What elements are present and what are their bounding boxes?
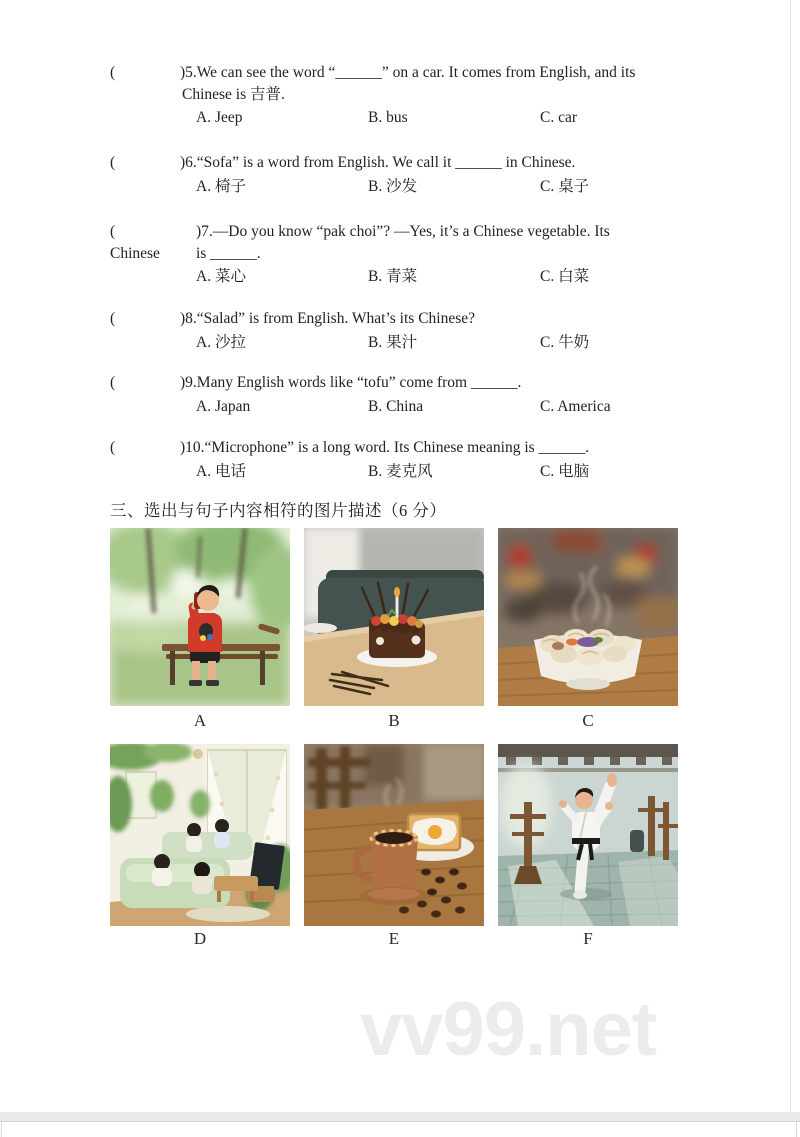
- picture-row-2: [110, 744, 678, 926]
- page-right-edge: [790, 0, 791, 1112]
- question-7: [0, 221, 760, 288]
- picture-c: [498, 528, 678, 706]
- answer-bracket: (: [110, 439, 116, 456]
- picture-labels-row-2: [110, 929, 678, 949]
- question-8-options: [0, 332, 760, 354]
- section-3-heading: 三、选出与句子内容相符的图片描述（6 分）: [110, 501, 447, 520]
- option-c: C. 白菜: [540, 268, 590, 285]
- next-page-right-edge: [796, 1122, 797, 1137]
- question-6-line-1: [0, 152, 760, 174]
- option-b: B. 青菜: [368, 268, 418, 285]
- photo-boy-park: [110, 528, 290, 706]
- watermark: vv99.net: [360, 987, 657, 1072]
- option-c: C. car: [540, 109, 578, 126]
- question-5-line-1: [0, 62, 760, 84]
- next-page-left-edge: [1, 1122, 2, 1137]
- question-7-options: [0, 266, 760, 288]
- option-a: A. Japan: [196, 397, 251, 415]
- option-c: C. 桌子: [540, 177, 590, 195]
- picture-label-d: D: [193, 929, 207, 948]
- question-7-text-right: is ______.: [196, 244, 261, 262]
- answer-bracket: (: [110, 310, 116, 327]
- picture-f: [498, 744, 678, 926]
- picture-row-1: [110, 528, 678, 706]
- picture-e: [304, 744, 484, 926]
- option-c: C. America: [540, 397, 611, 415]
- question-7-text: )7.—Do you know “pak choi”? —Yes, it’s a Chinese vegetable. Its: [196, 223, 610, 240]
- option-b: B. bus: [368, 109, 408, 126]
- option-a: A. 电话: [196, 462, 246, 480]
- option-a: A. 菜心: [196, 268, 246, 285]
- picture-b: [304, 528, 484, 706]
- option-a: A. 椅子: [196, 177, 246, 195]
- option-a: A. 沙拉: [196, 333, 246, 351]
- question-7-line-2: [0, 243, 760, 265]
- question-5-options: [0, 107, 760, 129]
- picture-a: [110, 528, 290, 706]
- question-8-line-1: [0, 308, 760, 330]
- question-9-line-1: [0, 372, 760, 394]
- question-10-text: )10.“Microphone” is a long word. Its Chinese meaning is ______.: [180, 439, 589, 456]
- option-b: B. 麦克风: [368, 462, 433, 480]
- photo-coffee-toast: [304, 744, 484, 926]
- picture-label-e: E: [388, 929, 400, 948]
- answer-bracket: (: [110, 374, 116, 391]
- picture-label-b: B: [388, 711, 400, 730]
- picture-label-f: F: [583, 929, 593, 948]
- picture-label-c: C: [582, 711, 594, 730]
- question-6: [0, 152, 760, 197]
- option-b: B. 沙发: [368, 177, 418, 195]
- question-8: [0, 308, 760, 353]
- page-break-bar: [0, 1112, 800, 1122]
- question-9-text: )9.Many English words like “tofu” come from ______.: [180, 374, 522, 391]
- answer-bracket: (: [110, 223, 116, 240]
- question-9-options: [0, 396, 760, 418]
- photo-dumpling-bowl: [498, 528, 678, 706]
- option-a: A. Jeep: [196, 109, 243, 126]
- question-6-options: [0, 176, 760, 198]
- option-b: B. 果汁: [368, 333, 418, 351]
- question-6-text: )6.“Sofa” is a word from English. We call it ______ in Chinese.: [180, 154, 576, 171]
- photo-family-living-room: [110, 744, 290, 926]
- question-5-text: )5.We can see the word “______” on a car. It comes from English, and its: [180, 64, 636, 81]
- question-10-line-1: [0, 437, 760, 459]
- picture-label-a: A: [193, 711, 207, 730]
- option-b: B. China: [368, 397, 424, 415]
- answer-bracket: (: [110, 154, 116, 171]
- question-5-line-2: Chinese is 吉普.: [182, 85, 285, 103]
- photo-chocolate-cake: [304, 528, 484, 706]
- option-c: C. 电脑: [540, 462, 590, 480]
- question-7-line-1: [0, 221, 760, 243]
- question-5: [0, 62, 760, 129]
- picture-d: [110, 744, 290, 926]
- answer-bracket: (: [110, 64, 116, 81]
- question-8-text: )8.“Salad” is from English. What’s its Chinese?: [180, 310, 476, 327]
- question-10-options: [0, 461, 760, 483]
- option-c: C. 牛奶: [540, 333, 590, 351]
- question-7-text-left: Chinese: [110, 244, 160, 262]
- question-10: [0, 437, 760, 482]
- photo-martial-artist: [498, 744, 678, 926]
- question-9: [0, 372, 760, 417]
- picture-labels-row-1: [110, 711, 678, 731]
